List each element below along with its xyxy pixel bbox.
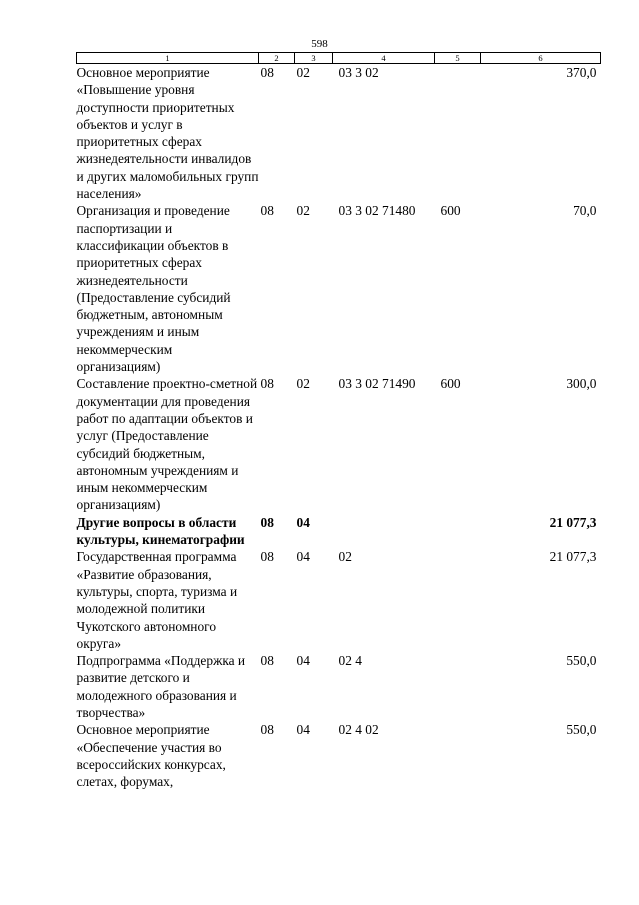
header-row — [77, 53, 601, 64]
row-name: Государственная программа «Развитие образования, культуры, спорта, туризма и молодежной политики Чукотского автономного округа» — [76, 549, 238, 651]
header-col-4: 4 — [333, 53, 435, 64]
row-target-code: 02 4 — [338, 653, 362, 669]
row-subsection: 02 — [296, 203, 310, 219]
row-section: 08 — [260, 653, 274, 669]
row-subsection: 04 — [296, 653, 310, 669]
row-amount: 300,0 — [566, 376, 597, 392]
row-expense-type — [435, 64, 481, 203]
row-name: Составление проектно-сметной документации для проведения работ по адаптации объектов и услуг (Предоставление субсидий бюджетным, автономным учреждениям и иным некоммерческим организациям) — [76, 376, 258, 513]
table-row — [77, 721, 601, 790]
row-section: 08 — [260, 722, 274, 738]
table-row-section-total — [77, 514, 601, 549]
budget-table — [76, 52, 601, 790]
row-name: Другие вопросы в области культуры, кинематографии — [76, 514, 245, 548]
row-target-code — [333, 514, 435, 549]
row-amount: 550,0 — [566, 722, 597, 738]
row-target-code: 03 3 02 71490 — [338, 376, 416, 392]
row-amount: 21 077,3 — [549, 514, 597, 530]
row-expense-type — [435, 652, 481, 721]
row-section: 08 — [260, 549, 274, 565]
row-target-code: 02 4 02 — [338, 722, 379, 738]
row-amount: 70,0 — [573, 203, 597, 219]
row-amount: 21 077,3 — [549, 549, 597, 565]
row-section: 08 — [260, 514, 274, 530]
table-row — [77, 375, 601, 513]
row-section: 08 — [260, 376, 274, 392]
row-target-code: 03 3 02 — [338, 65, 379, 80]
row-target-code: 02 — [338, 549, 352, 565]
row-name: Подпрограмма «Поддержка и развитие детского и молодежного образования и творчества» — [76, 653, 246, 720]
header-col-5: 5 — [435, 53, 481, 64]
row-expense-type: 600 — [440, 203, 461, 219]
header-col-2: 2 — [259, 53, 295, 64]
table-row — [77, 652, 601, 721]
row-subsection: 04 — [296, 514, 310, 530]
row-expense-type — [435, 514, 481, 549]
header-col-1: 1 — [77, 53, 259, 64]
table-row — [77, 202, 601, 375]
row-subsection: 04 — [296, 722, 310, 738]
table-row — [77, 548, 601, 652]
page-number: 598 — [311, 38, 328, 50]
row-target-code: 03 3 02 71480 — [338, 203, 416, 219]
row-amount: 550,0 — [566, 653, 597, 669]
row-expense-type: 600 — [440, 376, 461, 392]
row-amount: 370,0 — [566, 65, 597, 80]
row-name: Организация и проведение паспортизации и классификации объектов в приоритетных сферах жизнедеятельности (Предоставление субсидий бюджетным, автономным учреждениям и иным некоммерческим организациям) — [76, 203, 231, 375]
table-header — [77, 53, 601, 64]
row-section: 08 — [260, 65, 274, 80]
row-section: 08 — [260, 203, 274, 219]
header-col-3: 3 — [295, 53, 333, 64]
row-name: Основное мероприятие «Повышение уровня доступности приоритетных объектов и услуг в приоритетных сферах жизнедеятельности инвалидов и других маломобильных групп населения» — [76, 65, 259, 202]
table-row — [77, 64, 601, 203]
row-expense-type — [435, 721, 481, 790]
row-subsection: 02 — [296, 65, 310, 80]
row-expense-type — [435, 548, 481, 652]
header-col-6: 6 — [481, 53, 601, 64]
row-subsection: 04 — [296, 549, 310, 565]
row-subsection: 02 — [296, 376, 310, 392]
table-body — [77, 64, 601, 791]
row-name: Основное мероприятие «Обеспечение участия во всероссийских конкурсах, слетах, форумах, — [76, 722, 226, 790]
